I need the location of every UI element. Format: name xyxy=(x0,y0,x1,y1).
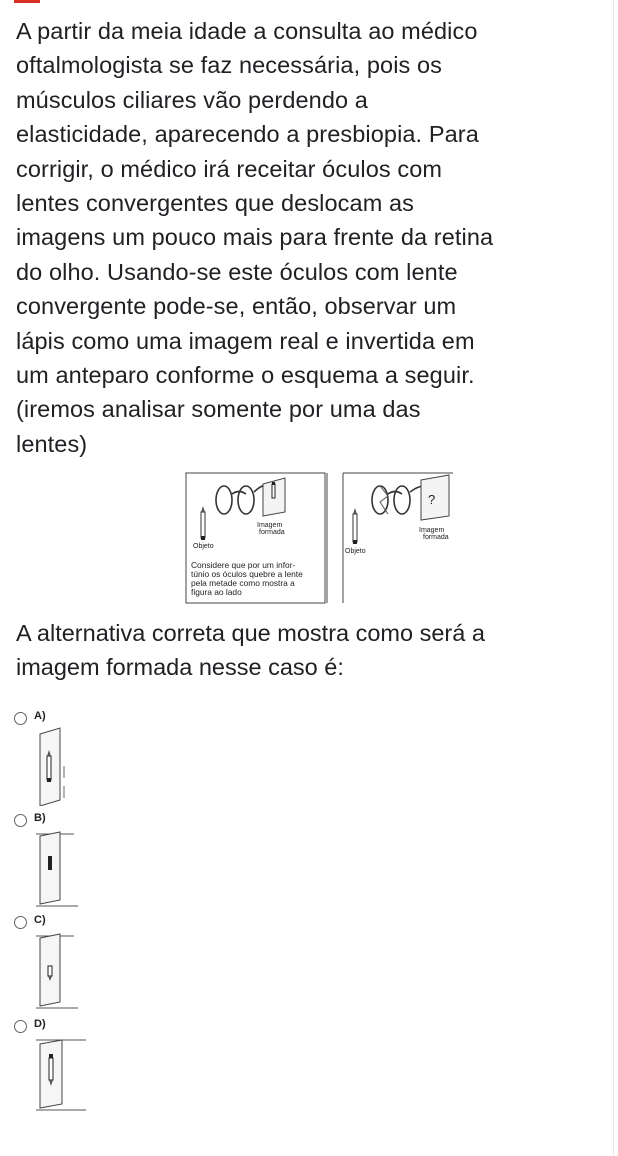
object-pencil-icon xyxy=(201,506,205,540)
svg-text:túnio os óculos quebre a lente: túnio os óculos quebre a lente xyxy=(191,569,303,579)
short-pencil-screen-image xyxy=(30,824,90,908)
top-accent-bar xyxy=(14,0,40,3)
option-b[interactable] xyxy=(10,814,130,910)
pencil-upright-screen-image xyxy=(30,722,90,806)
unknown-image-question-mark: ? xyxy=(428,492,436,507)
inverted-pencil-screen-image xyxy=(30,1030,90,1114)
radio-button[interactable] xyxy=(14,1020,27,1033)
right-panel xyxy=(345,475,449,555)
svg-text:figura ao lado: figura ao lado xyxy=(191,587,242,597)
option-d[interactable] xyxy=(10,1020,130,1116)
question-text: A partir da meia idade a consulta ao médico oftalmologista se faz necessária, pois os músculos ciliares vão perdendo a elasticidade, aparecendo a presbiopia. Para corrigir, o médico irá receitar óculos com lentes convergentes que deslocam as imagens um pouco mais para frente da retina do olho. Usando-se este óculos com lente convergente pode-se, então, observar um lápis como uma imagem real e invertida em um anteparo conforme o esquema a seguir. (iremos analisar somente por uma das lentes) xyxy=(16,18,494,457)
left-panel xyxy=(191,478,303,597)
svg-text:Imagem: Imagem xyxy=(419,527,445,534)
inverted-pencil-tip-screen-image xyxy=(30,926,90,1010)
radio-button[interactable] xyxy=(14,712,27,725)
option-c[interactable] xyxy=(10,916,130,1012)
radio-button[interactable] xyxy=(14,814,27,827)
radio-button[interactable] xyxy=(14,916,27,929)
broken-glasses-icon xyxy=(372,486,424,514)
svg-text:Objeto: Objeto xyxy=(193,543,214,550)
screen-icon xyxy=(263,478,285,516)
svg-text:Considere que por um infor: Considere que por um infor- xyxy=(191,560,296,570)
svg-text:Imagem: Imagem xyxy=(257,522,283,529)
option-label: A) xyxy=(34,710,46,722)
answer-prompt: A alternativa correta que mostra como será a imagem formada nesse caso é: xyxy=(16,620,485,681)
option-label: B) xyxy=(34,812,46,824)
option-label: C) xyxy=(34,914,46,926)
svg-text:pela metade como mostra a: pela metade como mostra a xyxy=(191,578,295,588)
svg-text:formada: formada xyxy=(423,534,449,541)
option-a[interactable] xyxy=(10,712,130,808)
object-pencil-icon xyxy=(353,508,357,544)
svg-text:formada: formada xyxy=(259,529,285,536)
option-label: D) xyxy=(34,1018,46,1030)
svg-text:Objeto: Objeto xyxy=(345,548,366,555)
lens-diagram-figure xyxy=(185,470,455,604)
